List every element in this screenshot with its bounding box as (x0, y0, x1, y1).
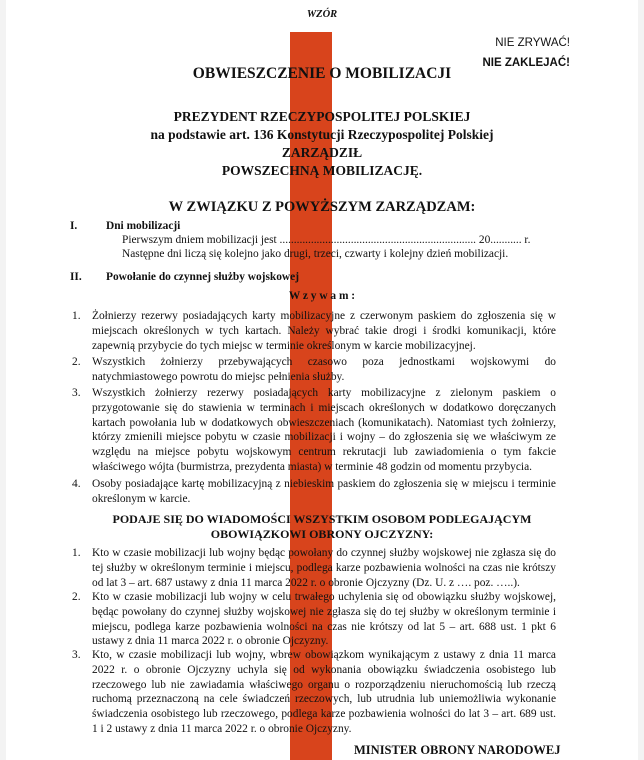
call-item-1-text: Żołnierzy rezerwy posiadających karty mobilizacyjne z czerwonym paskiem do zgłoszenia się w miejscach określonych w tych kartach. Należy wybrać takie drogi i środki komunikacji, które zapewnią przybycie do tych miejsc w terminie określonym w karcie mobilizacyjnej. (92, 310, 556, 352)
section-2-number: II. (70, 271, 82, 283)
order-heading: W ZWIĄZKU Z POWYŻSZYM ZARZĄDZAM: (168, 199, 476, 215)
call-item-2-number: 2. (72, 356, 81, 368)
call-item-3-text: Wszystkich żołnierzy rezerwy posiadających karty mobilizacyjne z zielonym paskiem o przygotowanie się do stawienia w terminach i miejscach określonych w dodatkowo doręczanych kartach powołania lub w dodatkowych obwieszczeniach (komunikatach). Natomiast tych żołnierzy, którzy zmienili miejsce pobytu w czasie mobilizacji i wojny – do zgłoszenia się we właściwym ze względu na miejsce pobytu wojskowym centrum rekrutacji lub zawiadomienia o tym fakcie właściwego wójta (burmistrza, prezydenta miasta) w terminie 48 godzin od momentu przybycia. (92, 387, 556, 473)
notice-item-2-text: Kto w czasie mobilizacji lub wojny w celu trwałego uchylenia się od obowiązku służby wojskowej, będąc powołany do czynnej służby wojskowej nie zgłasza się do tej służby w określonym terminie i miejscu, podlega karze pozbawienia wolności na czas nie krótszy od lat 5 – art. 688 ust. 1 pkt 6 ustawy z dnia 11 marca 2022 r. o obronie Ojczyzny. (92, 591, 556, 648)
mobilization-days-note: Następne dni liczą się kolejno jako drugi, trzeci, czwarty i kolejny dzień mobilizacji. (122, 248, 509, 260)
page-title: OBWIESZCZENIE O MOBILIZACJI (192, 65, 452, 82)
do-not-cover-label: NIE ZAKLEJAĆ! (482, 57, 570, 69)
notice-item-1-text: Kto w czasie mobilizacji lub wojny będąc powołany do czynnej służby wojskowej nie zgłasza się do tej służby w określonym terminie i miejscu, podlega karze pozbawienia wolności na czas nie krótszy od lat 3 – art. 687 ustawy z dnia 11 marca 2022 r. o obronie Ojczyzny (Dz. U. z …. poz. …..). (92, 547, 556, 589)
preamble-line-4: POWSZECHNĄ MOBILIZACJĘ. (221, 163, 423, 178)
call-item-3-number: 3. (72, 387, 81, 399)
call-item-1-number: 1. (72, 310, 81, 322)
notice-heading-line-2: OBOWIĄZKOWI OBRONY OJCZYZNY: (210, 527, 434, 541)
preamble-line-2: na podstawie art. 136 Konstytucji Rzeczypospolitej Polskiej (150, 127, 494, 142)
call-item-4-number: 4. (72, 478, 81, 490)
notice-item-3-text: Kto, w czasie mobilizacji lub wojny, wbrew obowiązkom wynikającym z ustawy z dnia 11 marca 2022 r. o obronie Ojczyzny uchyla się od wykonania obowiązku świadczenia osobistego lub rzeczowego lub nie zawiadamia właściwego organu o rozporządzeniu nieruchomością lub rzeczą ruchomą przeznaczoną na cele świadczeń rzeczowych, lub utrudnia lub uniemożliwia wykonanie świadczenia osobistego lub rzeczowego, podlega karze pozbawienia wolności do lat 3 – art. 689 ust. 1 i 2 ustawy z dnia 11 marca 2022 r. o obronie Ojczyzny. (92, 649, 556, 735)
notice-item-3-number: 3. (72, 649, 81, 661)
do-not-tear-label: NIE ZRYWAĆ! (495, 37, 570, 49)
sample-label: WZÓR (306, 9, 338, 20)
call-item-4-text: Osoby posiadające kartę mobilizacyjną z niebieskim paskiem do zgłoszenia się w miejscu i terminie określonym w karcie. (92, 478, 556, 505)
call-heading: W z y w a m : (288, 290, 356, 302)
signature-minister: MINISTER OBRONY NARODOWEJ (354, 743, 561, 757)
call-item-2-text: Wszystkich żołnierzy przebywających czasowo poza jednostkami wojskowymi do natychmiastowego powrotu do miejsc pełnienia służby. (92, 356, 556, 383)
notice-item-2-number: 2. (72, 591, 81, 603)
section-1-number: I. (70, 220, 78, 232)
section-2-title: Powołanie do czynnej służby wojskowej (106, 271, 300, 283)
notice-heading-line-1: PODAJE SIĘ DO WIADOMOŚCI WSZYSTKIM OSOBOM PODLEGAJĄCYM (112, 512, 532, 526)
mobilization-date-line: Pierwszym dniem mobilizacji jest ..................................................................... 20........... r. (122, 234, 531, 246)
notice-item-1-number: 1. (72, 547, 81, 559)
section-1-title: Dni mobilizacji (106, 220, 181, 232)
preamble-line-1: PREZYDENT RZECZYPOSPOLITEJ POLSKIEJ (173, 109, 471, 124)
preamble-line-3: ZARZĄDZIŁ (281, 145, 363, 160)
